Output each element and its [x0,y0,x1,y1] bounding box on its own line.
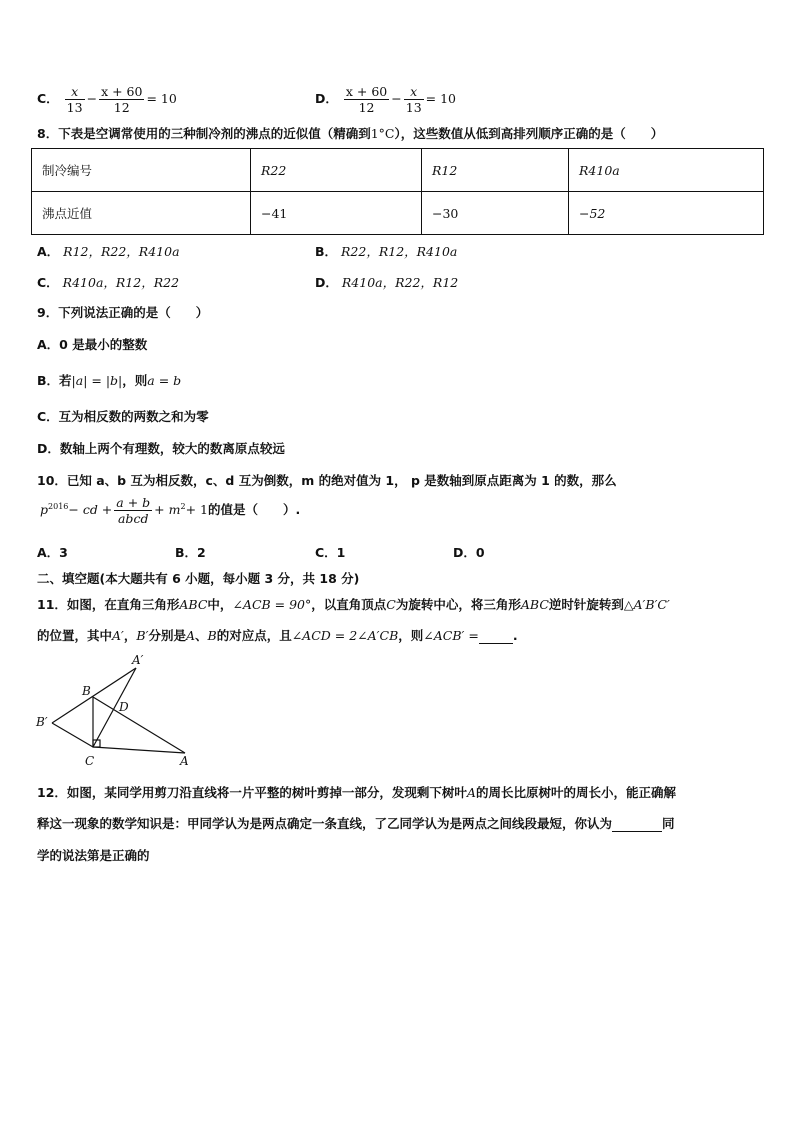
segment-b-a [93,697,185,753]
table-row [32,192,764,235]
q10-option-c: C．1 [315,545,346,560]
section-heading: 二、填空题(本大题共有 6 小题，每小题 3 分，共 18 分) [37,571,360,586]
label-d: D [119,700,129,714]
table-row [32,149,764,192]
segment-b1-c [52,723,93,747]
q10-option-b: B．2 [175,545,206,560]
q8-option-c: C． R410a，R12，R22 [37,275,180,290]
label-a-prime: A′ [132,653,144,667]
table-cell: 制冷编号 [32,149,251,192]
table-cell: R22 [251,149,422,192]
table-cell: 沸点近值 [32,192,251,235]
q9-option-c: C．互为相反数的两数之和为零 [37,409,209,424]
q11-line-2: 的位置，其中A′，B′分别是A、B的对应点，且∠ACD = 2∠A′CB，则∠ACB′ = . [37,628,518,643]
q8-option-b: B． R22，R12，R410a [315,244,458,259]
q10-stem: 10．已知 a、b 互为相反数，c、d 互为倒数，m 的绝对值为 1， p 是数轴到原点距离为 1 的数，那么 [37,473,617,488]
fraction: $\frac{a + b}{\text{abcd}}$ [116,495,151,526]
q10-option-a: A．3 [37,545,68,560]
q12-line-2: 释这一现象的数学知识是：甲同学认为是两点确定一条直线，了乙同学认为是两点之间线段最短，你认为 同 [37,816,675,831]
label-c: C [85,754,95,768]
label-a: A [180,754,189,768]
boiling-point-table [31,148,764,235]
q12-line-3: 学的说法第是正确的 [37,848,150,863]
q9-option-b: B．若|a| = |b|，则a = b [37,373,182,388]
q10-expression: $p^{2016}-$ cd + $\frac{a + b}{\text{abcd}}$ + $m^2+ 1$的值是（ ）. [40,495,301,526]
q8-stem: 8．下表是空调常使用的三种制冷剂的沸点的近似值（精确到1°C），这些数值从低到高排列顺序正确的是（ ） [37,126,664,141]
q10-option-d: D．0 [453,545,485,560]
fraction: $\frac{x}{13}$ [66,84,83,115]
segment-b1-a1 [52,668,136,723]
q11-line-1: 11．如图，在直角三角形ABC中，∠ACB = 90°，以直角顶点C为旋转中心，将三角形ABC逆时针旋转到△A′B′C′ [37,597,670,612]
rotation-figure [30,650,200,770]
table-cell: R12 [422,149,569,192]
q8-option-d: D． R410a，R22，R12 [315,275,459,290]
q9-stem: 9．下列说法正确的是（ ） [37,305,209,320]
q9-option-a: A．0 是最小的整数 [37,337,148,352]
fraction: $\frac{x + 60}{12}$ [345,84,388,115]
answer-blank [612,819,662,832]
table-cell: −41 [251,192,422,235]
answer-blank [479,631,513,644]
segment-c-a [93,747,185,753]
label-b-prime: B′ [36,715,48,729]
q12-line-1: 12．如图，某同学用剪刀沿直线将一片平整的树叶剪掉一部分，发现剩下树叶A的周长比原树叶的周长小，能正确解 [37,785,676,800]
table-cell: −30 [422,192,569,235]
table-cell: −52 [569,192,764,235]
segment-a1-c [93,668,136,747]
q7-option-c: C． $\frac{x}{13}$ − $\frac{x + 60}{12}$ = 10 [37,84,177,115]
fraction: $\frac{x + 60}{12}$ [101,84,143,115]
q9-option-d: D．数轴上两个有理数，较大的数离原点较远 [37,441,285,456]
q7-option-d: D． $\frac{x + 60}{12}$ − $\frac{x}{13}$ = 10 [315,84,457,115]
table-cell: R410a [569,149,764,192]
q8-option-a: A． R12，R22，R410a [37,244,180,259]
fraction: $\frac{x}{13}$ [405,84,422,115]
label-b: B [82,684,91,698]
